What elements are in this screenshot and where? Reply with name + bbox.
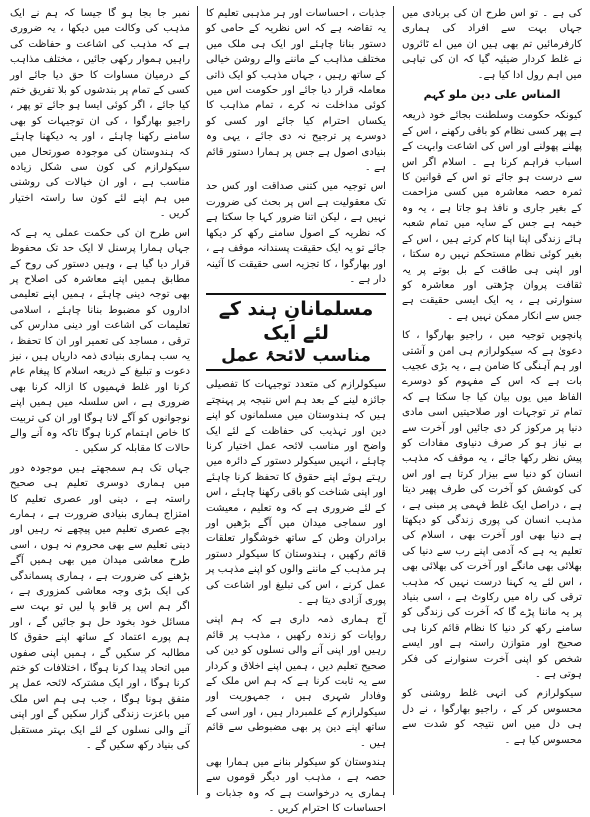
column-divider xyxy=(197,6,198,795)
column-divider xyxy=(393,6,394,795)
paragraph: پانچویں توجیہ میں ، راجیو بھارگوا ، کا دعویٰ ہے کہ سیکولرازم ہی امن و آشتی اور ہم آہنگی کا ضامن ہے ، یہ بڑی عجیب بات ہے کہ اس کے مفہوم کو دوسرے الفاظ میں یوں بیان کیا جا سکتا ہے کہ تمام تر توجہات اور صلاحیتیں اسی مادی دنیا پر مرکوز کر دی جائیں اور آخرت سے بے نیاز ہو کر صرف دنیاوی مفادات کو پیش نظر رکھا جائے ، یہ موقف کہ مذہب انسان کو دنیا سے بیزار کرتا ہے اور اس کی کوشش کو آخرت کی طرف پھیر دیتا ہے ، دراصل ایک غلط فہمی پر مبنی ہے ، مذہب انسان کی پوری زندگی کو دیکھتا ہے دنیا بھی اور آخرت بھی ، اسلام کی تعلیم یہ ہے کہ آدمی اپنے رب سے دنیا کی بھلائی بھی مانگے اور آخرت کی بھلائی بھی ، اس لئے یہ کہنا درست نہیں کہ مذہب ترقی کی راہ میں رکاوٹ ہے ، اسی بنیاد پر یہ ماننا پڑے گا کہ آخرت کی زندگی کو سامنے رکھ کر دنیا کا نظام قائم کرنا ہی صحیح اور متوازن راستہ ہے اور ایسے شخص کو اپنی آخرت سنوارنے کی فکر ہوتی ہے ۔ xyxy=(402,330,582,681)
article-column-middle xyxy=(206,6,386,815)
paragraph: جذبات ، احساسات اور ہر مذہبی تعلیم کا یہ تقاضہ ہے کہ اس نظریہ کے حامی کو دستور بنانا چاہئے اور ایک ہی ملک میں مختلف مذاہب کے ماننے والے روشن خیالی کے ساتھ رہیں ، جہاں مذہب کو ایک ذاتی معاملہ قرار دیا جائے اور حکومت اس میں کوئی مداخلت نہ کرے ، تمام مذاہب کا یکساں احترام کیا جائے اور کسی کو دوسرے پر ترجیح نہ دی جائے ، یہی وہ بنیادی اصول ہے جس پر ہمارا دستور قائم ہے ۔ xyxy=(206,8,386,174)
headline-line-2: مناسب لائحۂ عمل xyxy=(221,346,371,367)
paragraph: سیکولرازم کی انہی غلط روشنی کو محسوس کر کے ، راجیو بھارگوا ، نے دل ہی دل میں اس نتیجہ کو شدت سے محسوس کیا ہے ۔ xyxy=(402,688,582,746)
article-column-right xyxy=(402,6,582,795)
section-subheading: المناس علی دین ملو کہم xyxy=(423,88,561,102)
paragraph: ہندوستان کو سیکولر بنانے میں ہمارا بھی حصہ ہے ، مذہب اور دیگر قوموں سے ہماری یہ درخواست ہے کہ وہ جذبات و احساسات کا احترام کریں ۔ xyxy=(206,757,386,815)
article-headline xyxy=(206,293,386,371)
paragraph: اس توجیہ میں کتنی صداقت اور کس حد تک معقولیت ہے اس پر بحث کی ضرورت نہیں ہے ، لیکن اتنا ضرور کہا جا سکتا ہے کہ نظریہ کے اصول سامنے رکھ کر دیکھا جائے تو یہ ایک حقیقت پسندانہ موقف ہے ، اور بھارگوا ، کا تجزیہ اسی حقیقت کا آئینہ دار ہے ۔ xyxy=(206,181,386,285)
article-column-left xyxy=(10,6,190,795)
headline-line-1: مسلمانانِ ہند کے لئے ایک xyxy=(218,298,374,345)
paragraph: اس طرح ان کی حکمت عملی یہ ہے کہ جہاں ہمارا پرسنل لا ایک حد تک محفوظ قرار دیا گیا ہے ، وہیں دستور کی روح کے مطابق ہمیں اپنے معاشرہ کی اصلاح پر بھی توجہ دینی چاہئے ، ہمیں اپنے تعلیمی اداروں کو مضبوط بنانا چاہئے ، اسلامی تعلیمات کی اشاعت اور دینی مدارس کی ترقی ، مساجد کی تعمیر اور ان کا تحفظ ، یہ سب ہماری بنیادی ذمہ داریاں ہیں ، نیز دعوت و تبلیغ کے ذریعہ اسلام کا پیغام عام کرنا اور غلط فہمیوں کا ازالہ کرنا بھی ضروری ہے ، اس سلسلہ میں ہمیں اپنے نوجوانوں کو آگے لانا ہوگا اور ان کی تربیت کا خاص اہتمام کرنا ہوگا تاکہ وہ آنے والے حالات کا مقابلہ کر سکیں ۔ xyxy=(10,227,190,455)
paragraph: نمبر جا بجا ہو گا جیسا کہ ہم نے ایک مذہب کی وکالت میں دیکھا ، یہ ضروری ہے کہ مذہب کی اشاعت و حفاظت کی راہیں ہموار رکھی جائیں ، مختلف مذاہب کے درمیان مساوات کا حق دیا جائے اور کسی کے تمام پر بندشوں کو بلا تفریق ختم کیا جائے ، اگر کوئی ایسا ہو جائے تو پھر ، راجیو بھارگوا ، کی ان توجیہات کو بھی سامنے رکھنا چاہئے ، اور یہ دیکھنا چاہئے کہ ہندوستان کی موجودہ صورتحال میں سیکولرازم کی کون سی شکل زیادہ مناسب ہے ، اور ان خیالات کی روشنی میں ہم اپنے لئے کون سا راستہ اختیار کریں ۔ xyxy=(10,8,190,220)
paragraph: جہاں تک ہم سمجھتے ہیں موجودہ دور میں ہماری دوسری تعلیم ہی صحیح راستہ ہے ، دینی اور عصری تعلیم کا امتزاج ہماری بنیادی ضرورت ہے ، ہمارے بچے عصری تعلیم میں پیچھے نہ رہیں اور دینی تعلیم سے بھی محروم نہ ہوں ، اسی طرح معاشی میدان میں بھی ہمیں آگے بڑھنے کی ضرورت ہے ، ہماری پسماندگی کی ایک بڑی وجہ معاشی کمزوری ہے ، اگر ہم اس پر قابو پا لیں تو بہت سے مسائل خود بخود حل ہو جائیں گے ، اور ہم پورے اعتماد کے ساتھ اپنے حقوق کا مطالبہ کر سکیں گے ، ہمیں اپنی صفوں میں اتحاد پیدا کرنا ہوگا ، اختلافات کو ختم کرنا ہوگا ، اور ایک مشترکہ لائحہ عمل پر متفق ہونا ہوگا ، جب ہی ہم اس ملک میں باعزت زندگی گزار سکیں گے اور اپنی آنے والی نسلوں کے لئے ایک بہتر مستقبل کی بنیاد رکھ سکیں گے ۔ xyxy=(10,462,190,752)
paragraph: آج ہماری ذمہ داری ہے کہ ہم اپنی روایات کو زندہ رکھیں ، مذہب پر قائم رہیں اور اپنی آنے والی نسلوں کو دین کی صحیح تعلیم دیں ، ہمیں اپنے اخلاق و کردار سے یہ ثابت کرنا ہے کہ ہم اس ملک کے وفادار شہری ہیں ، جمہوریت اور سیکولرازم کے علمبردار ہیں ، اور اسی کے ساتھ اپنے دین پر بھی مضبوطی سے قائم ہیں ۔ xyxy=(206,614,386,749)
paragraph: کیونکہ حکومت وسلطنت بجائے خود ذریعہ ہے پھر کسی نظام کو باقی رکھنے ، اس کے پھلنے پھولنے اور اس کی اشاعت وابہت کے اسباب فراہم کرنا ہے ۔ اسلام اگر اس سے درست ہو جائے تو اس کے قوانین کا ثمرہ حصہ معاشرہ میں کسی مزاحمت کے بغیر جاری و نافذ ہو جاتا ہے ، یہ وہ خیمہ ہے جس کے سایہ میں تمام شعبہ ہائے زندگی اپنا اپنا کام کرتے ہیں ، اس کے بغیر کوئی نظام مستحکم نہیں رہ سکتا ، اور اپنی ہی طاقت کے بل بوتے پر یہ ثقافت پروان چڑھتی اور معاشرہ کو سنوارتی ہے ، یہ ایک ایسی حقیقت ہے جس سے انکار ممکن نہیں ہے ۔ xyxy=(402,110,582,322)
paragraph: سیکولرازم کی متعدد توجیہات کا تفصیلی جائزہ لینے کے بعد ہم اس نتیجہ پر پہنچتے ہیں کہ ہندوستان میں مسلمانوں کو اپنے دین اور تہذیب کی حفاظت کے لئے ایک واضح اور مناسب لائحہ عمل اختیار کرنا چاہئے ، انہیں سیکولر دستور کے دائرہ میں رہتے ہوئے اپنے حقوق کا تحفظ کرنا چاہئے اور اپنی شناخت کو باقی رکھنا چاہئے ، اس کے لئے ضروری ہے کہ وہ تعلیم ، معیشت اور سماجی میدان میں آگے بڑھیں اور برادران وطن کے ساتھ خوشگوار تعلقات قائم رکھیں ، ہندوستان کا سیکولر دستور ہر مذہب کے ماننے والوں کو اپنے مذہب پر عمل کرنے ، اس کی تبلیغ اور اشاعت کی پوری آزادی دیتا ہے ۔ xyxy=(206,379,386,606)
paragraph: کی ہے ۔ تو اس طرح ان کی بربادی میں جہاں بہت سے افراد کی ہماری کارفرمائیں تم بھی ہیں ان میں اے ٹائروں نے غلط کردار ضیئیہ گیا کہ ان کی تباہی میں اہم رول ادا کیا ہے۔ xyxy=(402,8,582,81)
